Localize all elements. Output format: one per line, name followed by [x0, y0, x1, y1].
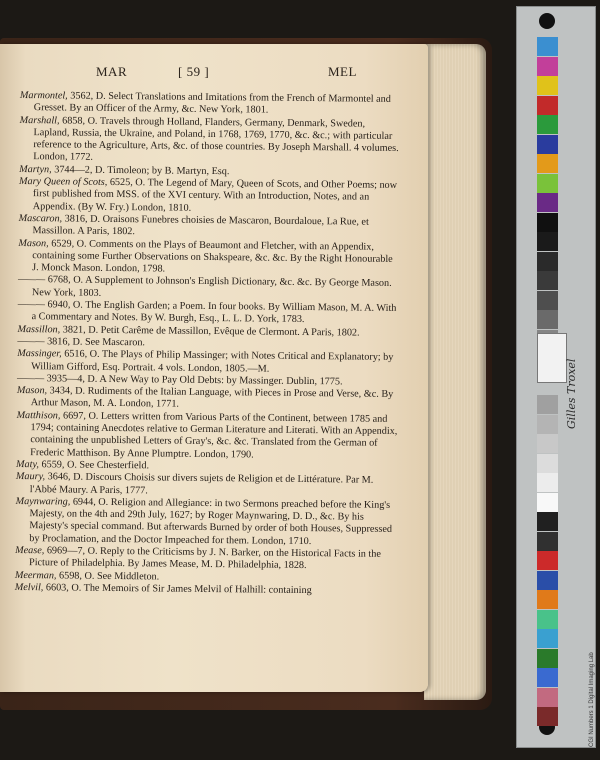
page-number: [ 59 ] [178, 64, 210, 79]
color-patch [537, 434, 558, 453]
catalog-entry [19, 115, 401, 168]
entry-text: 6768, O. A Supplement to Johnson's English Dictionary, &c. &c. By George Mason. New York, 1803. [31, 274, 392, 299]
entry-text: 3434, D. Rudiments of the Italian Language, with Pieces in Prose and Verse, &c. By Arthur Mason, M. A. London, 1771. [30, 385, 394, 411]
entry-heading: Maury, [15, 471, 46, 483]
catalog-entry [16, 410, 398, 463]
entry-text: 6858, O. Travels through Holland, Flanders, Germany, Denmark, Sweden, Lapland, Russia, the Ukraine, and Poland, in 1768, 1769, 1770, &c. &c.; with particular reference to the Agriculture, Arts, &c. of those countries. By Joseph Marshall. 4 volumes. London, 1772. [33, 115, 399, 164]
color-patch [537, 232, 558, 251]
page-edges [424, 44, 486, 700]
entry-text: 6969—7, O. Reply to the Criticisms by J. N. Barker, on the Historical Facts in the Picture of Philadelphia. By James Mease, M. D. Philadelphia, 1828. [28, 545, 381, 572]
entry-heading: Mason, [18, 237, 49, 249]
chart-hole-top [539, 13, 555, 29]
color-patch [537, 532, 558, 551]
color-patch [537, 174, 558, 193]
color-patch [537, 310, 558, 329]
color-patch [537, 688, 558, 707]
entry-heading: Meerman, [14, 569, 57, 581]
color-patch [537, 96, 558, 115]
entry-text: 6559, O. See Chesterfield. [41, 459, 150, 472]
chart-brand: Gilles Troxel [565, 358, 578, 429]
color-patch [537, 610, 558, 629]
catalog-entry [18, 238, 400, 279]
color-patch [537, 291, 558, 310]
entry-heading: Mason, [16, 385, 48, 397]
color-patch [537, 668, 558, 687]
entry-heading: ——— [16, 372, 45, 385]
entry-heading: Maty, [16, 458, 40, 471]
catalog-entry [15, 496, 397, 549]
book-page [0, 44, 428, 692]
entry-text: 3821, D. Petit Carême de Massillon, Evêque de Clermont. A Paris, 1802. [62, 324, 360, 339]
color-patch [537, 37, 558, 56]
entry-heading: ——— [17, 274, 46, 286]
color-patch [537, 76, 558, 95]
entry-text: 3744—2, D. Timoleon; by B. Martyn, Esq. [54, 164, 230, 177]
color-patch [537, 252, 558, 271]
entry-heading: Mary Queen of Scots, [18, 176, 108, 188]
entry-text: 3562, D. Select Translations and Imitations from the French of Marmontel and Gresset. By an Officer of the Army, &c. New York, 1801. [33, 90, 391, 116]
entry-text: 6598, O. See Middleton. [59, 570, 160, 583]
entry-heading: Massillon, [17, 323, 61, 336]
color-patch [537, 493, 558, 512]
entry-heading: Matthison, [16, 409, 61, 422]
catalog-entries [15, 90, 402, 598]
entry-text: 3816, D. Oraisons Funebres choisies de Mascaron, Bourdaloue, La Rue, et Massillon. A Paris, 1802. [32, 213, 369, 238]
entry-heading: Mease, [15, 544, 45, 557]
color-patch [537, 707, 558, 726]
entry-heading: Melvil, [14, 581, 44, 594]
entry-text: 3816, D. See Mascaron. [47, 336, 146, 349]
entry-heading: ——— [17, 335, 45, 348]
color-patch [537, 135, 558, 154]
entry-text: 6940, O. The English Garden; a Poem. In four books. By William Mason, M. A. With a Commentary and Notes. By W. Burgh, Esq., L. L. D. York, 1783. [31, 299, 397, 326]
color-patch [537, 473, 558, 492]
running-head-right: MEL [328, 64, 357, 79]
color-patch [537, 154, 558, 173]
entry-heading: Marmontel, [19, 90, 68, 102]
white-reference [537, 333, 567, 383]
entry-text: 6603, O. The Memoirs of Sir James Melvil of Halhill: containing [45, 582, 312, 596]
color-patch [537, 454, 558, 473]
chart-side-label: CGI Numbers 1 Digital Imaging Lab [589, 652, 595, 747]
color-patch [537, 512, 558, 531]
color-patch [537, 590, 558, 609]
running-head [0, 64, 428, 84]
entry-text: 6697, O. Letters written from Various Parts of the Continent, between 1785 and 1794; containing Anecdotes relative to German Literature and Literati. With an Appendix, containing the unpublished Letters of Gray's, &c. &c. Translated from the German of Frederic Matthison. By Anne Plumptre. London, 1790. [30, 410, 398, 461]
color-patch [537, 193, 558, 212]
entry-heading: Massinger, [17, 348, 62, 360]
entry-heading: Maynwaring, [15, 495, 71, 508]
color-patch [537, 115, 558, 134]
running-head-left: MAR [96, 64, 128, 79]
entry-text: 3935—4, D. A New Way to Pay Old Debts: by Massinger. Dublin, 1775. [46, 373, 343, 388]
entry-heading: Martyn, [19, 163, 52, 176]
color-patch [537, 213, 558, 232]
color-patch [537, 551, 558, 570]
entry-heading: ——— [17, 299, 45, 311]
color-patch [537, 649, 558, 668]
color-patch [537, 271, 558, 290]
entry-heading: Mascaron, [18, 212, 63, 225]
catalog-entry [19, 176, 401, 217]
color-calibration-chart [516, 6, 596, 748]
color-patch [537, 629, 558, 648]
entry-text: 6516, O. The Plays of Philip Massinger; with Notes Critical and Explanatory; by William Gifford, Esq. Portrait. 4 vols. London, 1805.—M. [31, 348, 394, 375]
entry-text: 6529, O. Comments on the Plays of Beaumont and Fletcher, with an Appendix, containing some Further Observations on Shakspeare, &c. &c. By the Right Honourable J. Monck Mason. London, 1798. [32, 237, 393, 275]
entry-heading: Marshall, [19, 114, 60, 127]
entry-text: 6525, O. The Legend of Mary, Queen of Scots, and Other Poems; now first published from MSS. of the XVI century. With an Introduction, Notes, and an Appendix. (By W. Fry.) London, 1810. [32, 177, 398, 214]
color-patch [537, 415, 558, 434]
entry-text: 6944, O. Religion and Allegiance: in two Sermons preached before the King's Majesty, on the 4th and 29th July, 1627; by Roger Maynwaring, D. D., &c. By his Majesty's special command. But afterwards Burned by order of both Houses, Suppressed by Proclamation, and the Doctor Impeached for them. London, 1710. [29, 496, 393, 547]
entry-text: 3646, D. Discours Choisis sur divers sujets de Religion et de Littérature. Par M. l'Abbé Maury. A Paris, 1777. [29, 471, 374, 496]
catalog-entry [15, 582, 397, 598]
color-patch [537, 571, 558, 590]
color-patch [537, 395, 558, 414]
color-patch [537, 57, 558, 76]
